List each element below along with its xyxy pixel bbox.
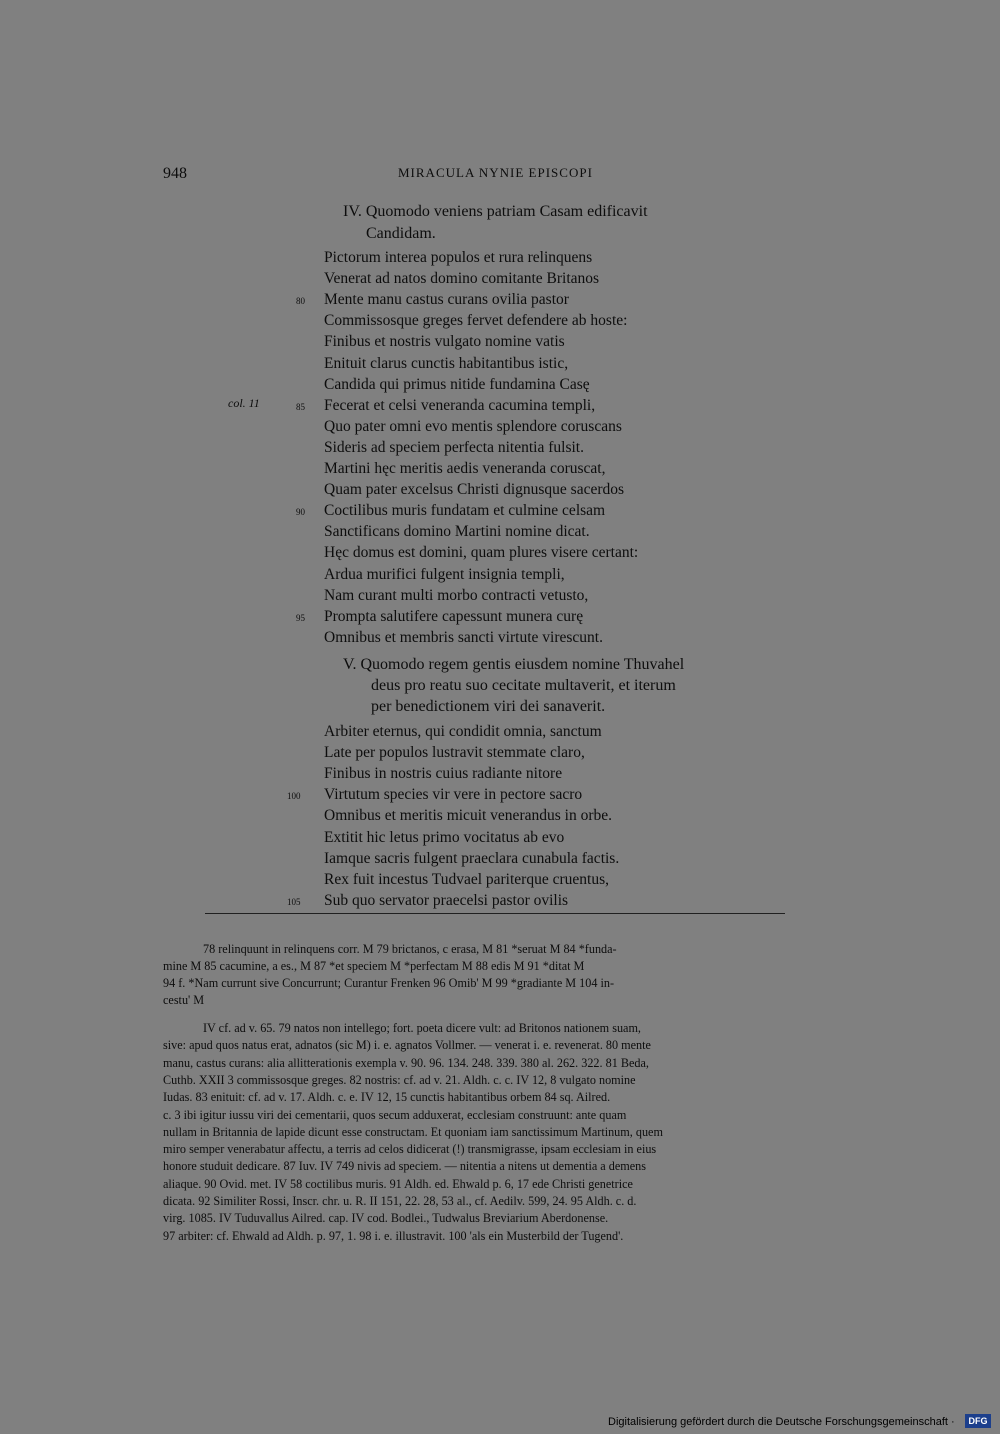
verse-line: Omnibus et meritis micuit venerandus in orbe. — [324, 807, 612, 825]
footnote-line: 97 arbiter: cf. Ehwald ad Aldh. p. 97, 1. 98 i. e. illustravit. 100 'als ein Musterbild der Tugend'. — [163, 1228, 624, 1243]
section-v-heading-cont2: per benedictionem viri dei sanaverit. — [371, 698, 606, 715]
footnote-line: Iudas. 83 enituit: cf. ad v. 17. Aldh. c. e. IV 12, 15 cunctis habitantibus orbem 84 sq. Ailred. — [163, 1090, 611, 1105]
verse-line: Finibus in nostris cuius radiante nitore — [324, 765, 563, 783]
footnote-line: miro semper venerabatur affectu, a terris ad celos didicerat (!) transmigrasse, ipsam ecclesiam in eius — [163, 1142, 657, 1157]
verse-line: Iamque sacris fulgent praeclara cunabula factis. — [324, 849, 620, 867]
verse-line: Coctilibus muris fundatam et culmine celsam — [324, 502, 606, 520]
verse-line: Nam curant multi morbo contracti vetusto, — [324, 586, 589, 604]
column-marker: col. 11 — [228, 396, 260, 410]
footnote-line: dicata. 92 Similiter Rossi, Inscr. chr. u. R. II 151, 22. 28, 53 al., cf. Aedilv. 599, 24. 95 Aldh. c. d. — [163, 1194, 637, 1208]
verse-line-number: 85 — [296, 401, 305, 412]
footnote-line: honore studuit dedicare. 87 Iuv. IV 749 nivis ad speciem. — nitentia a nitens ut dementia a demens — [163, 1159, 646, 1174]
running-head: MIRACULA NYNIE EPISCOPI — [398, 165, 593, 180]
verse-line-number: 95 — [296, 612, 305, 623]
verse-line: Arbiter eternus, qui condidit omnia, sanctum — [324, 723, 602, 740]
verse-line: Omnibus et membris sancti virtute virescunt. — [324, 628, 603, 646]
footnote-line: 78 relinquunt in relinquens corr. M 79 brictanos, c erasa, M 81 *seruat M 84 *funda- — [203, 942, 617, 956]
verse-line: Quam pater excelsus Christi dignusque sacerdos — [324, 481, 625, 499]
verse-line: Late per populos lustravit stemmate claro, — [324, 744, 585, 762]
footnote-line: c. 3 ibi igitur iussu viri dei cementarii, quos secum adduxerat, ecclesiam construunt: ante quam — [163, 1107, 627, 1122]
verse-line-number: 80 — [296, 296, 305, 307]
verse-line: Finibus et nostris vulgato nomine vatis — [324, 333, 565, 351]
footnote-line: virg. 1085. IV Tuduvallus Ailred. cap. IV cod. Bodlei., Tudwalus Breviarium Aberdonense. — [163, 1211, 609, 1226]
section-iv-heading-cont: Candidam. — [366, 225, 436, 242]
footnote-line: IV cf. ad v. 65. 79 natos non intellego; fort. poeta dicere vult: ad Britonos nationem suam, — [203, 1021, 641, 1035]
verse-line: Prompta salutifere capessunt munera curę — [324, 607, 584, 625]
verse-line: Martini hęc meritis aedis veneranda coruscat, — [324, 460, 606, 477]
verse-line: Enituit clarus cunctis habitantibus istic, — [324, 354, 569, 372]
verse-line: Virtutum species vir vere in pectore sacro — [324, 786, 583, 804]
verse-line-number: 90 — [296, 507, 305, 518]
verse-line: Commissosque greges fervet defendere ab hoste: — [324, 312, 628, 330]
verse-line: Pictorum interea populos et rura relinquens — [324, 249, 593, 266]
footnote-line: manu, castus curans: alia allitterationis exempla v. 90. 96. 134. 248. 339. 380 al. 262. 322. 81 Beda, — [163, 1055, 649, 1070]
footnote-line: nullam in Britannia de lapide dicunt esse constructam. Et quoniam iam sanctissimum Martinum, quem — [163, 1124, 663, 1139]
footnote-line: sive: apud quos natus erat, adnatos (sic M) i. e. agnatos Vollmer. — venerat i. e. revenerat. 80 mente — [163, 1038, 651, 1053]
footnote-line: 94 f. *Nam currunt sive Concurrunt; Curantur Frenken 96 Omib' M 99 *gradiante M 104 in- — [163, 976, 615, 990]
verse-line: Fecerat et celsi veneranda cacumina templi, — [324, 396, 596, 414]
footnote-line: aliaque. 90 Ovid. met. IV 58 coctilibus muris. 91 Aldh. ed. Ehwald p. 6, 17 ede Christi genetrice — [163, 1176, 633, 1191]
verse-line: Hęc domus est domini, quam plures visere certant: — [324, 544, 639, 562]
verse-line: Mente manu castus curans ovilia pastor — [324, 291, 569, 309]
section-v-heading: V. Quomodo regem gentis eiusdem nomine Thuvahel — [343, 656, 685, 673]
verse-line: Sideris ad speciem perfecta nitentia fulsit. — [324, 438, 584, 456]
funding-footer: Digitalisierung gefördert durch die Deutsche Forschungsgemeinschaft · — [608, 1416, 955, 1428]
verse-line: Venerat ad natos domino comitante Britanos — [324, 270, 600, 288]
verse-line: Ardua murifici fulgent insignia templi, — [324, 565, 565, 583]
footnote-line: mine M 85 cacumine, a es., M 87 *et speciem M *perfectam M 88 edis M 91 *ditat M — [163, 959, 585, 973]
dfg-logo-icon: DFG — [965, 1414, 991, 1428]
page-number: 948 — [163, 165, 187, 182]
verse-line: Extitit hic letus primo vocitatus ab evo — [324, 828, 565, 846]
verse-line-number: 100 — [287, 791, 301, 802]
footnote-line: Cuthb. XXII 3 commissosque greges. 82 nostris: cf. ad v. 21. Aldh. c. c. IV 12, 8 vulgato nomine — [163, 1072, 636, 1087]
verse-line: Rex fuit incestus Tudvael pariterque cruentus, — [324, 870, 609, 888]
verse-line: Quo pater omni evo mentis splendore coruscans — [324, 417, 622, 435]
verse-line-number: 105 — [287, 896, 301, 907]
section-v-heading-cont1: deus pro reatu suo cecitate multaverit, et iterum — [371, 677, 676, 694]
footnote-rule — [205, 913, 785, 914]
section-iv-heading: IV. Quomodo veniens patriam Casam edificavit — [343, 203, 648, 220]
verse-line: Sub quo servator praecelsi pastor ovilis — [324, 891, 569, 909]
verse-line: Sanctificans domino Martini nomine dicat. — [324, 523, 590, 541]
verse-line: Candida qui primus nitide fundamina Casę — [324, 375, 590, 393]
footnote-line: cestu' M — [163, 993, 205, 1007]
